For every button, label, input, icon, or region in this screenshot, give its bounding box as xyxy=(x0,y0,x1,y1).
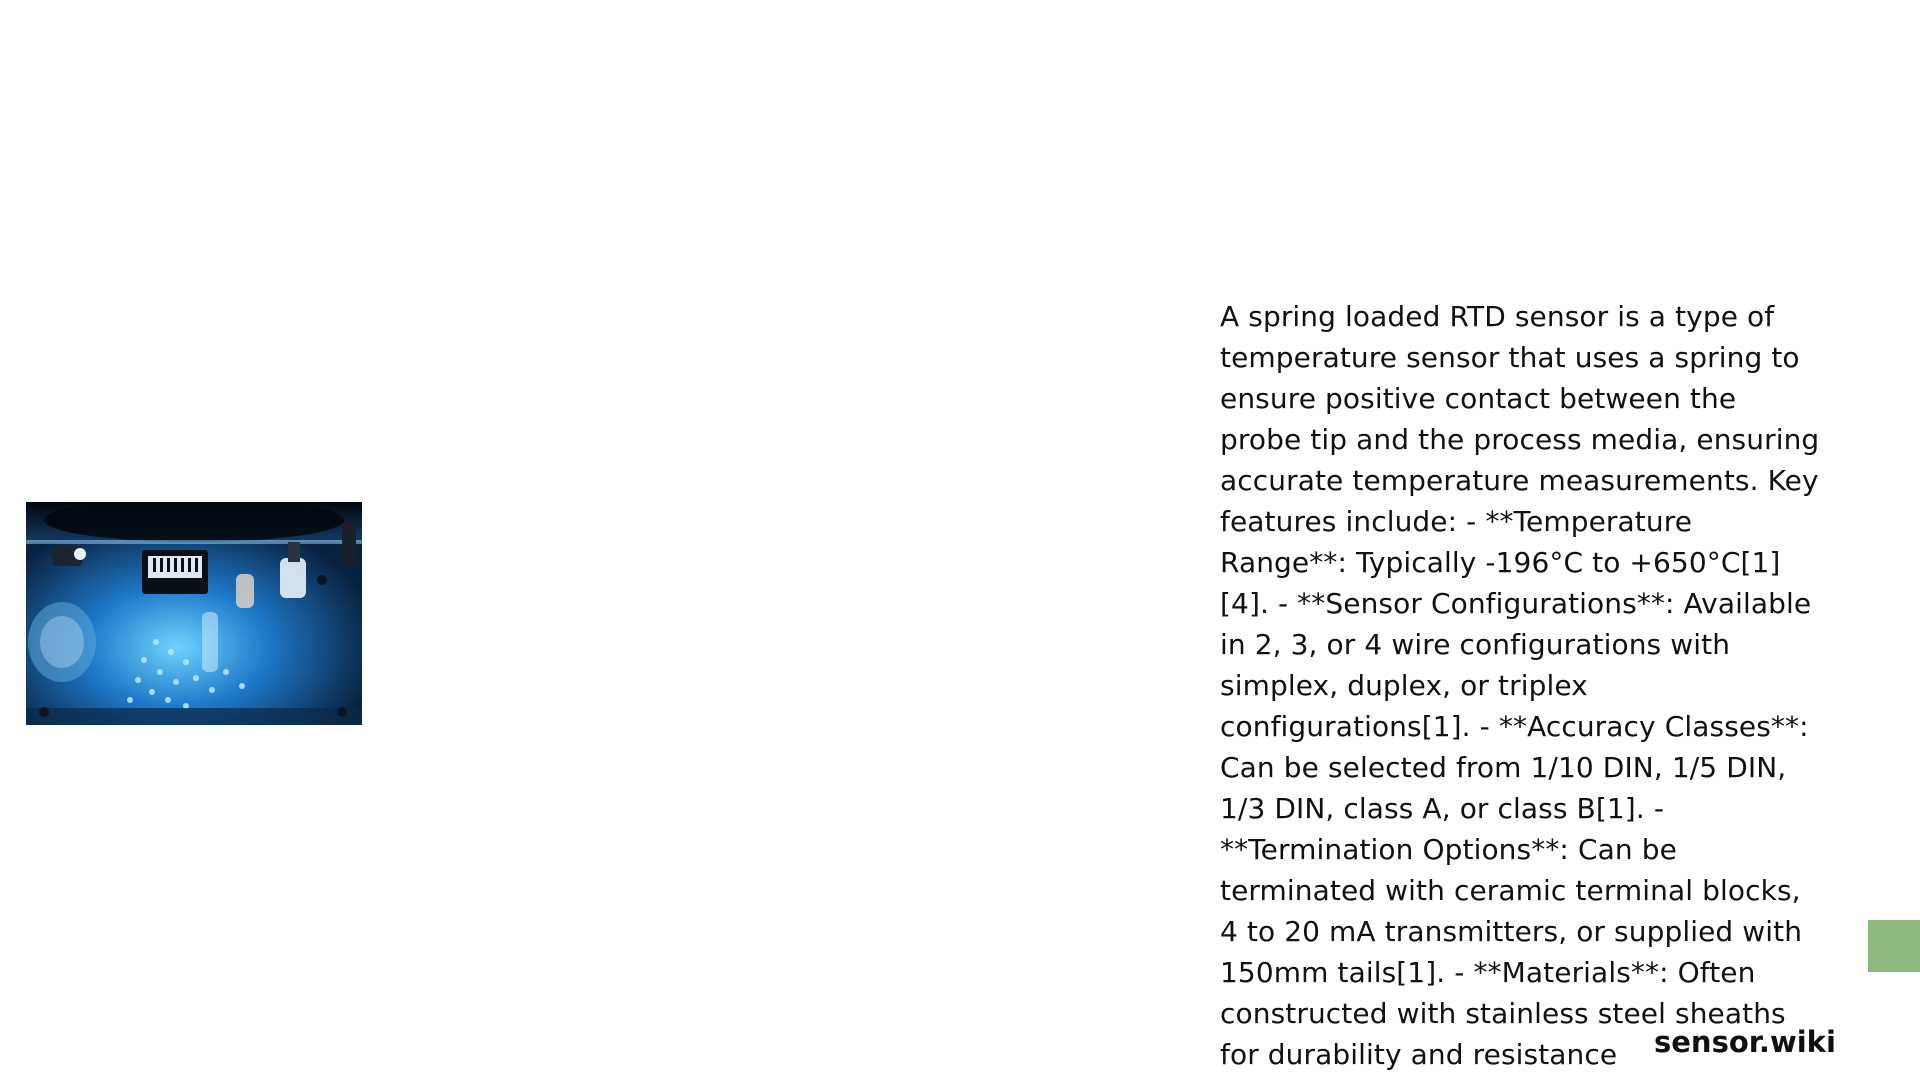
sensor-photo xyxy=(26,502,362,725)
brand-logo-text: sensor.wiki xyxy=(1654,1025,1836,1059)
article-description: A spring loaded RTD sensor is a type of temperature sensor that uses a spring to ensure positive contact between the probe tip and the process media, ensuring accurate temperature measurements. Key features include: - **Temperature Range**: Typically -196°C to +650°C[1][4]. - **Sensor Configurations**: Available in 2, 3, or 4 wire configurations with simplex, duplex, or triplex configurations[1]. - **Accuracy Classes**: Can be selected from 1/10 DIN, 1/5 DIN, 1/3 DIN, class A, or class B[1]. - **Termination Options**: Can be terminated with ceramic terminal blocks, 4 to 20 mA transmitters, or supplied with 150mm tails[1]. - **Materials**: Often constructed with stainless steel sheaths for durability and resistance xyxy=(1220,300,1820,1071)
accent-block xyxy=(1868,920,1920,972)
